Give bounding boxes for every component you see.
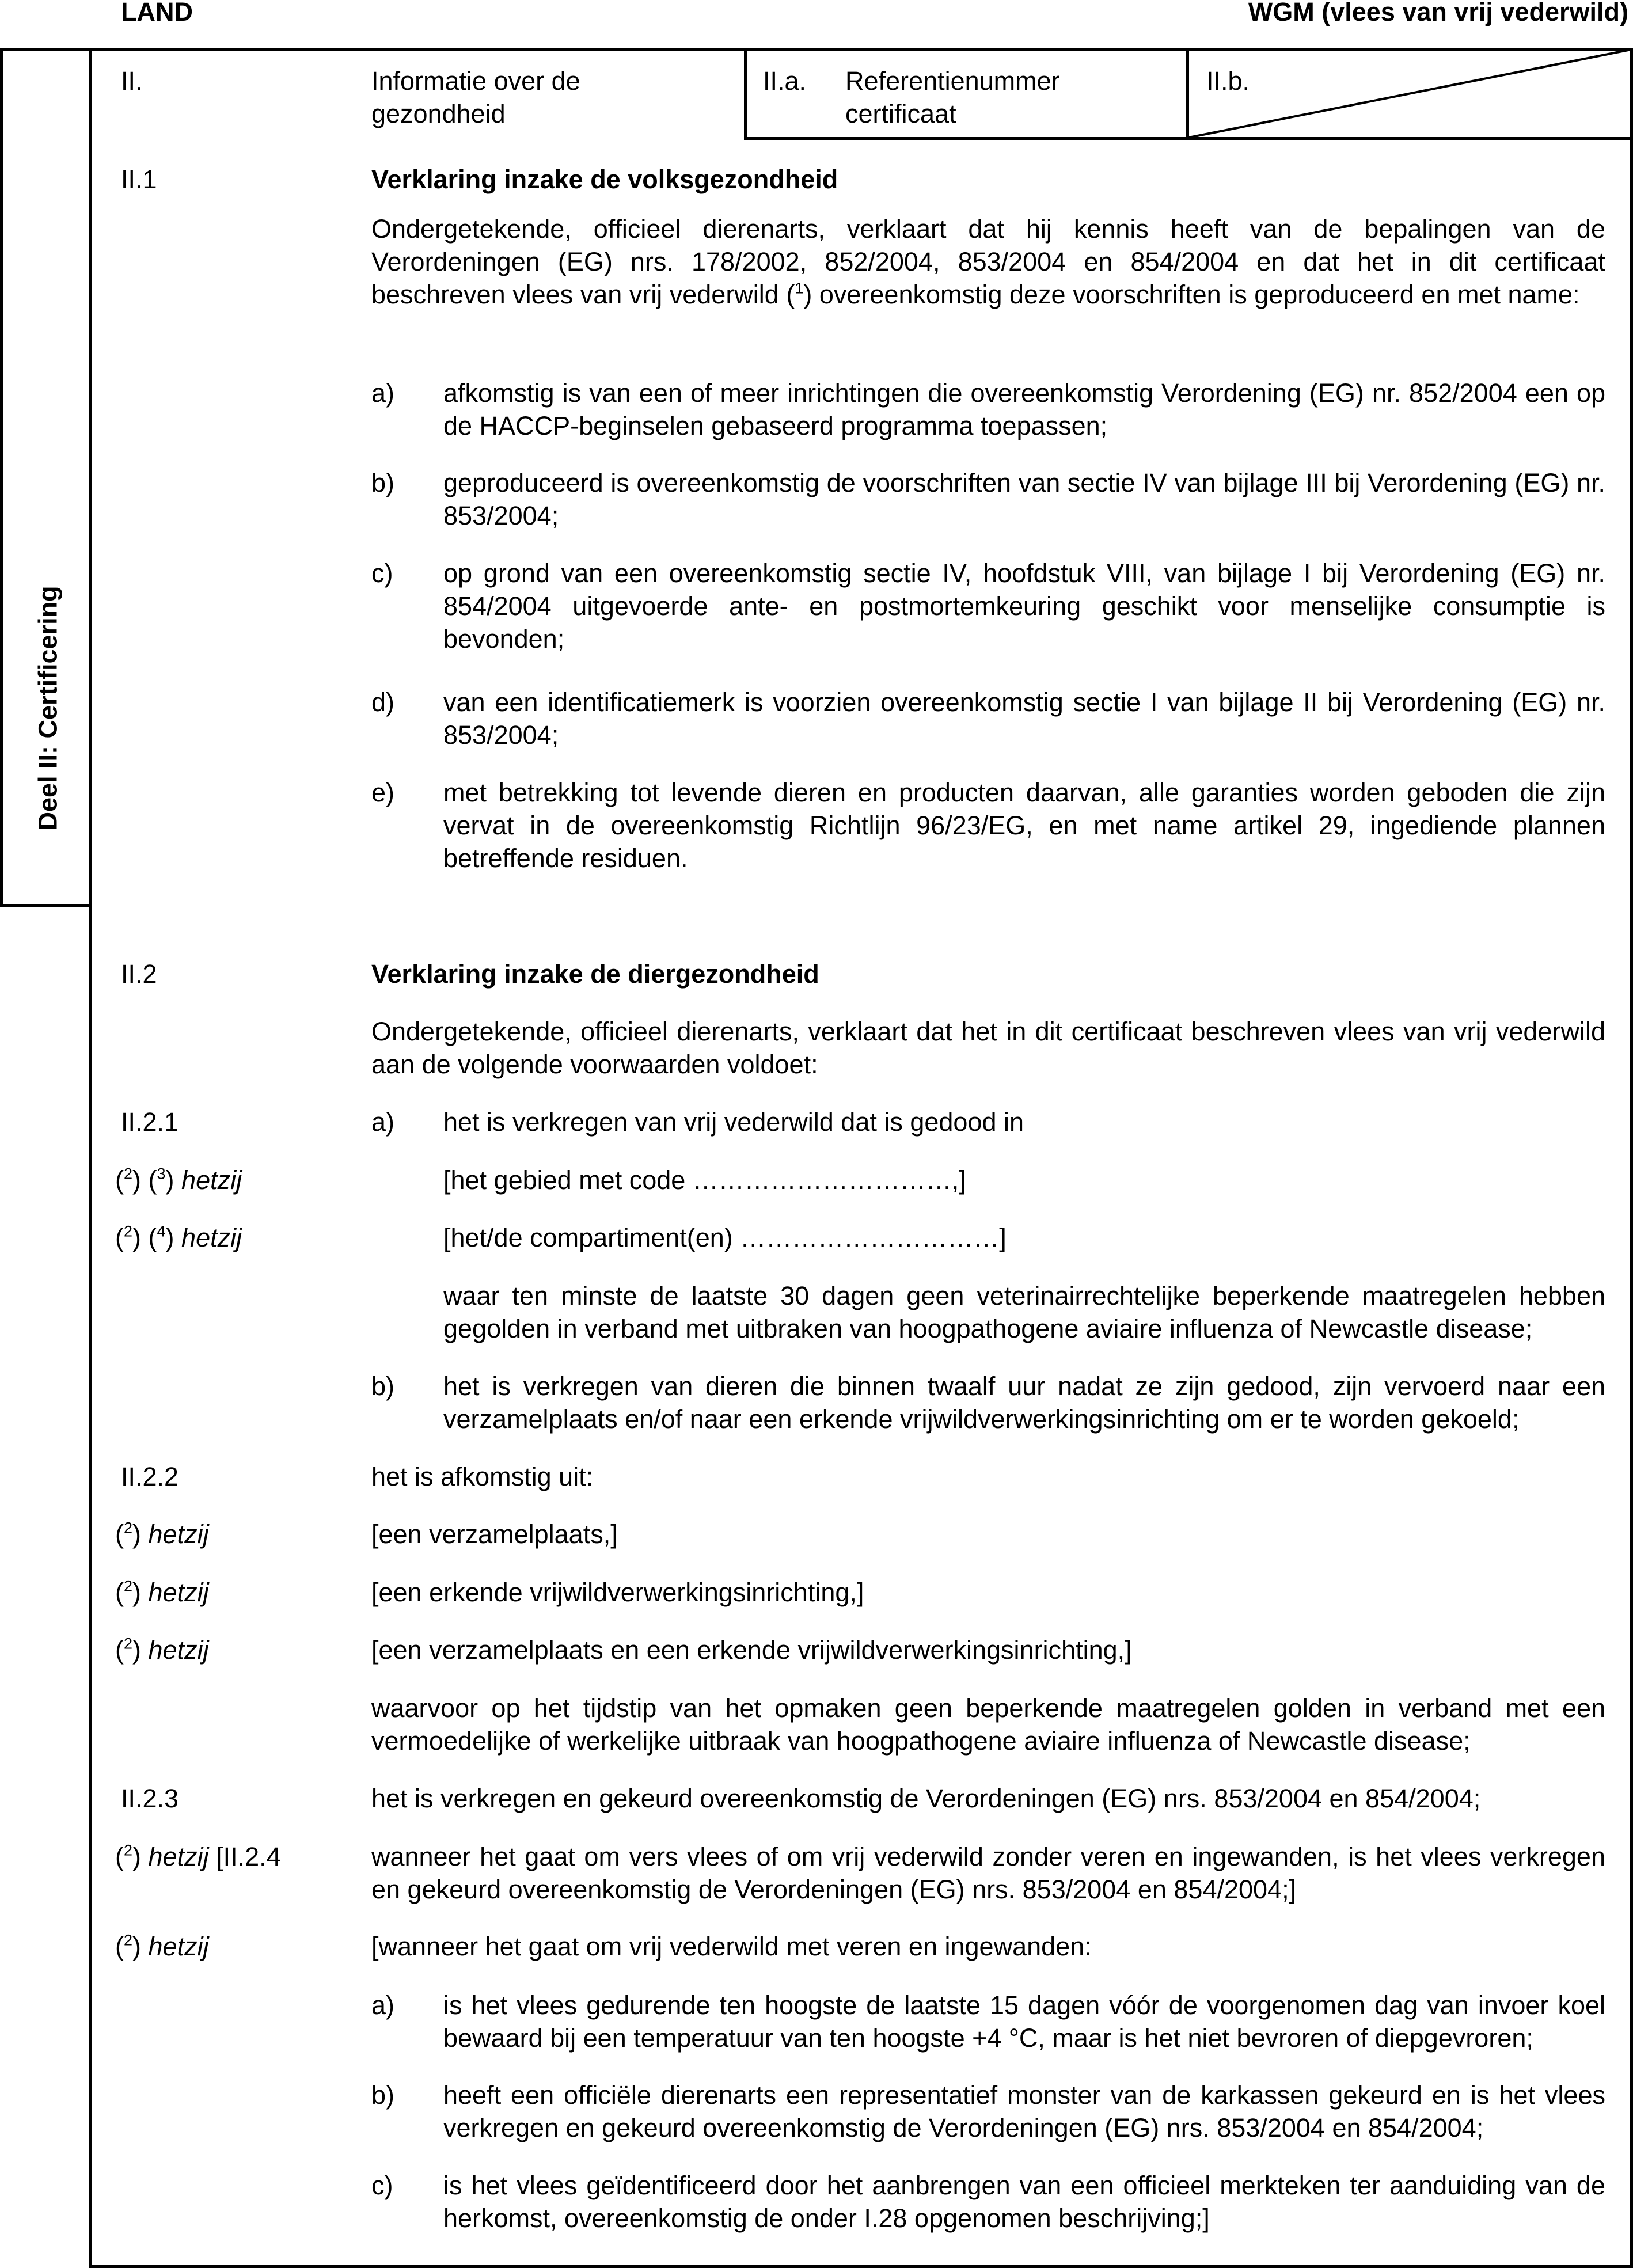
section-intro: Ondergetekende, officieel dierenarts, verklaart dat hij kennis heeft van de bepalingen van de Verordeningen (EG) nrs. 178/2002, 852/2004, 853/2004 en 854/2004 en dat het in dit certificaat beschreven vlees van vrij vederwild ($^1$) overeenkomstig deze voorschriften is geproduceerd en met name: — [371, 214, 1605, 309]
footnote-ref: 1 — [795, 279, 804, 297]
box-code-b: II.b. — [1206, 66, 1250, 96]
condition-text: waarvoor op het tijdstip van het opmaken geen beperkende maatregelen golden in verband met een vermoedelijke of werkelijke uitbraak van hoogpathogene aviaire influenza of Newcastle disease; — [371, 1693, 1605, 1756]
box-diagonal — [1186, 48, 1633, 140]
paragraph-text: het is verkregen en gekeurd overeenkomstig de Verordeningen (EG) nrs. 853/2004 en 854/2004; — [371, 1784, 1481, 1813]
paragraph-number: II.2.1 — [121, 1107, 179, 1137]
paragraph-number: II.2.2 — [121, 1462, 179, 1491]
option-text: [een verzamelplaats,] — [371, 1519, 618, 1549]
side-label: Deel II: Certificering — [33, 586, 63, 831]
item-label: b) — [371, 1372, 395, 1401]
option-text: [een verzamelplaats en een erkende vrijwildverwerkingsinrichting,] — [371, 1635, 1132, 1665]
option-marker: ($^2$) hetzij [II.2.4 — [115, 1841, 281, 1871]
header-certificate-model: WGM (vlees van vrij vederwild) — [1248, 0, 1628, 26]
item-text: op grond van een overeenkomstig sectie IV, hoofdstuk VIII, van bijlage I bij Verordening (EG) nr. 854/2004 uitgevoerde ante- en postmortemkeuring geschikt voor menselijke consumptie is bevonden; — [443, 559, 1605, 654]
item-text: van een identificatiemerk is voorzien overeenkomstig sectie I van bijlage II bij Verordening (EG) nr. 853/2004; — [443, 687, 1605, 750]
item-text: is het vlees geïdentificeerd door het aanbrengen van een officieel merkteken ter aanduiding van de herkomst, overeenkomstig de onder I.28 opgenomen beschrijving;] — [443, 2171, 1605, 2233]
option-text: [een erkende vrijwildverwerkingsinrichting,] — [371, 1578, 864, 1607]
box-code-reference: II.a. — [763, 66, 807, 96]
item-text: het is verkregen van dieren die binnen twaalf uur nadat ze zijn gedood, zijn vervoerd naar een verzamelplaats en/of naar een erkende vrijwildverwerkingsinrichting om er te worden gekoeld; — [443, 1372, 1605, 1434]
option-marker: ($^2$) hetzij — [115, 1931, 209, 1961]
item-label: a) — [371, 1107, 395, 1137]
option-marker: ($^2$) ($^4$) hetzij — [115, 1222, 242, 1252]
option-text: [het gebied met code …………………………,] — [443, 1165, 966, 1195]
item-label: c) — [371, 2171, 393, 2200]
paragraph-number: II.2.3 — [121, 1784, 179, 1813]
header-country: LAND — [121, 0, 193, 26]
item-text: het is verkregen van vrij vederwild dat is gedood in — [443, 1107, 1024, 1137]
item-label: b) — [371, 468, 395, 497]
item-label: e) — [371, 778, 395, 807]
item-text: is het vlees gedurende ten hoogste de laatste 15 dagen vóór de voorgenomen dag van invoer koel bewaard bij een temperatuur van ten hoogste +4 °C, maar is het niet bevroren of diepgevroren; — [443, 1990, 1605, 2053]
box-label-reference: Referentienummer certificaat — [845, 66, 1060, 128]
item-text: afkomstig is van een of meer inrichtingen die overeenkomstig Verordening (EG) nr. 852/2004 een op de HACCP-beginselen gebaseerd programma toepassen; — [443, 378, 1605, 440]
box-divider-a — [744, 48, 747, 140]
option-marker: ($^2$) ($^3$) hetzij — [115, 1165, 242, 1195]
content-frame-bottom — [89, 2265, 1633, 2268]
section-intro: Ondergetekende, officieel dierenarts, verklaart dat het in dit certificaat beschreven vlees van vrij vederwild aan de volgende voorwaarden voldoet: — [371, 1017, 1605, 1079]
content-frame-left — [89, 48, 92, 2268]
side-box-bottom — [0, 904, 92, 907]
content-frame-right — [1630, 48, 1633, 2268]
item-label: a) — [371, 1990, 395, 2020]
option-marker: ($^2$) hetzij — [115, 1577, 209, 1607]
paragraph-text: wanneer het gaat om vers vlees of om vrij vederwild zonder veren en ingewanden, is het vlees verkregen en gekeurd overeenkomstig de Verordeningen (EG) nrs. 853/2004 en 854/2004;] — [371, 1842, 1605, 1904]
item-text: geproduceerd is overeenkomstig de voorschriften van sectie IV van bijlage III bij Verordening (EG) nr. 853/2004; — [443, 468, 1605, 530]
item-text: heeft een officiële dierenarts een representatief monster van de karkassen gekeurd en is het vlees verkregen en gekeurd overeenkomstig de Verordeningen (EG) nrs. 853/2004 en 854/2004; — [443, 2080, 1605, 2142]
item-label: a) — [371, 378, 395, 408]
section-number: II.2 — [121, 959, 157, 989]
condition-text: waar ten minste de laatste 30 dagen geen veterinairrechtelijke beperkende maatregelen hebben gegolden in verband met uitbraken van hoogpathogene aviaire influenza of Newcastle disease; — [443, 1281, 1605, 1343]
option-text: [het/de compartiment(en) …………………………] — [443, 1223, 1007, 1252]
section-title: Verklaring inzake de volksgezondheid — [371, 165, 838, 194]
outer-frame-left — [0, 48, 3, 907]
item-label: c) — [371, 559, 393, 588]
option-marker: ($^2$) hetzij — [115, 1635, 209, 1665]
option-marker: ($^2$) hetzij — [115, 1519, 209, 1549]
item-text: met betrekking tot levende dieren en producten daarvan, alle garanties worden geboden die zijn vervat in de overeenkomstig Richtlijn 96/23/EG, en met name artikel 29, ingediende plannen betreffende residuen. — [443, 778, 1605, 873]
section-title: Verklaring inzake de diergezondheid — [371, 959, 819, 989]
box-code-health: II. — [121, 66, 143, 96]
paragraph-text: [wanneer het gaat om vrij vederwild met veren en ingewanden: — [371, 1932, 1092, 1961]
item-label: b) — [371, 2080, 395, 2110]
section-number: II.1 — [121, 165, 157, 194]
item-label: d) — [371, 687, 395, 717]
paragraph-text: het is afkomstig uit: — [371, 1462, 594, 1491]
box-label-health: Informatie over de gezondheid — [371, 66, 580, 128]
